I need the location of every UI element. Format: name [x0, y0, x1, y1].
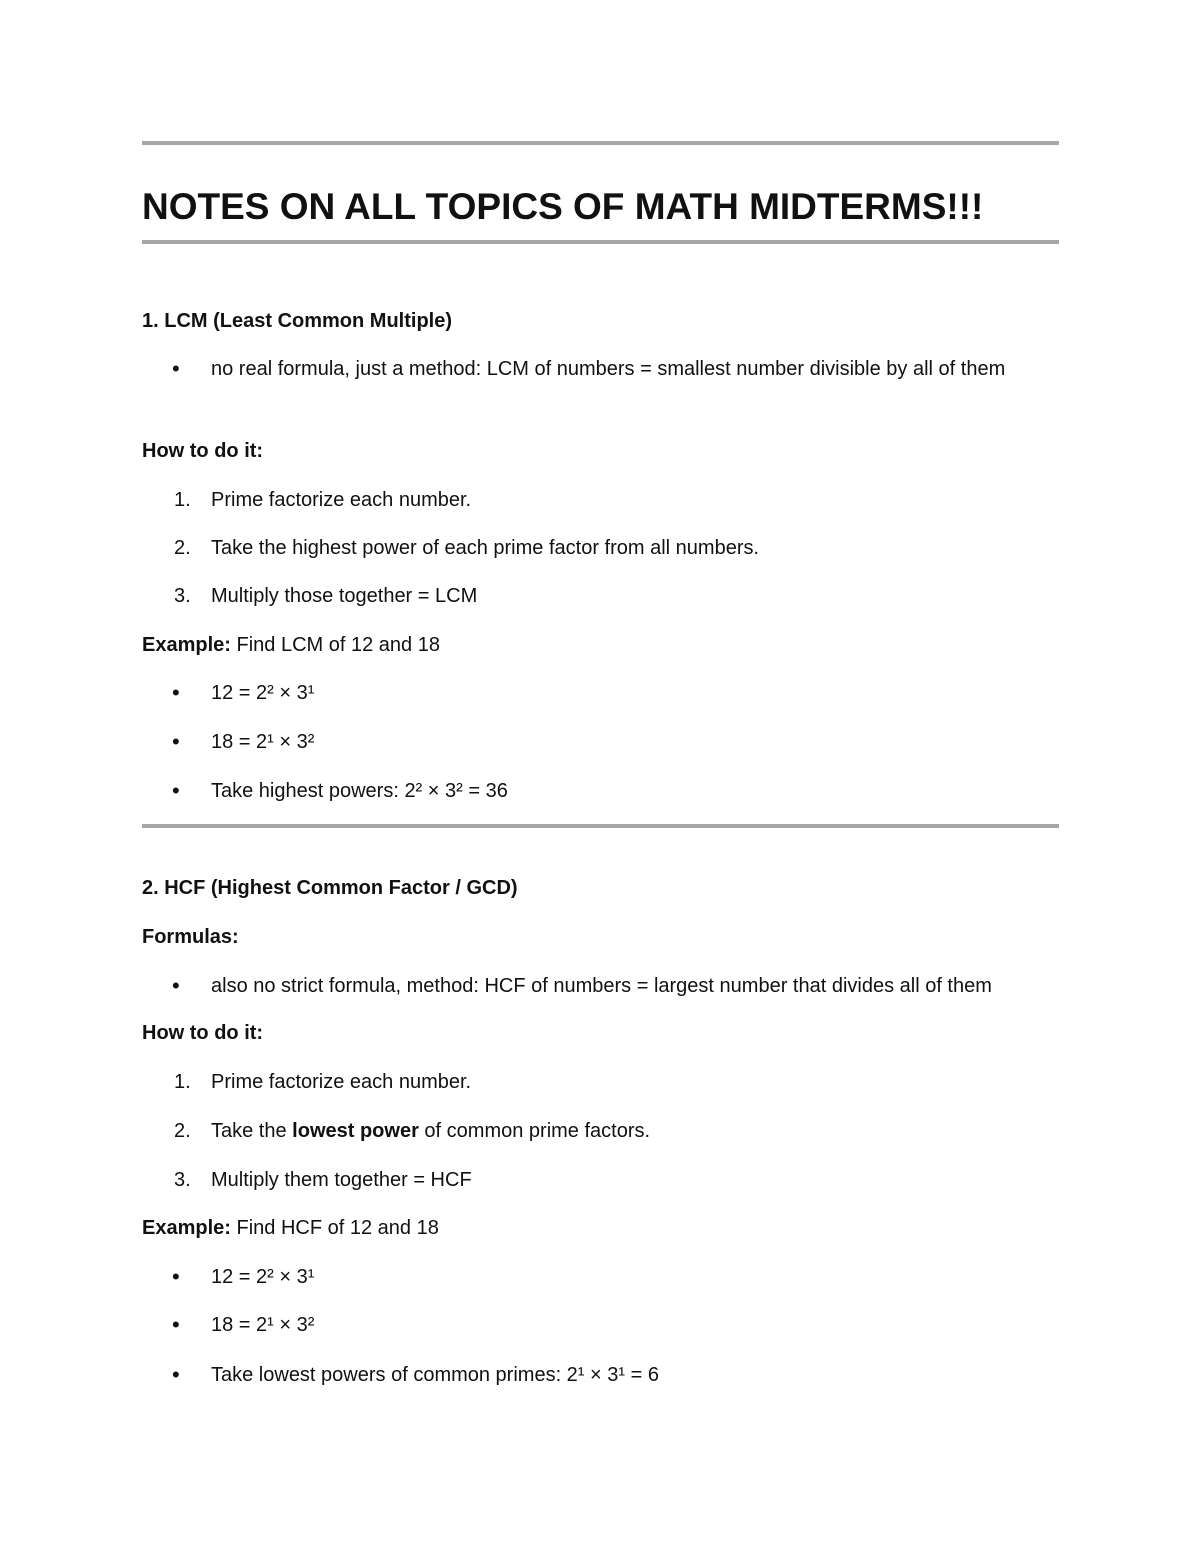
hcf-step-1: Prime factorize each number. [211, 1071, 472, 1093]
lcm-example-item-3: Take highest powers: 2² × 3² = 36 [211, 780, 508, 802]
step-text-bold: lowest power [292, 1120, 419, 1142]
hcf-howto-label: How to do it: [142, 1022, 264, 1044]
example-text: Find HCF of 12 and 18 [230, 1217, 439, 1239]
step-text-post: of common prime factors. [418, 1120, 651, 1142]
hcf-bullet: also no strict formula, method: HCF of numbers = largest number that divides all of them [211, 975, 992, 997]
bullet-marker: • [172, 680, 180, 705]
hcf-step-3: Multiply them together = HCF [211, 1169, 472, 1191]
lcm-step-2: Take the highest power of each prime factor from all numbers. [211, 537, 760, 559]
bullet-marker: • [172, 356, 180, 381]
hcf-example-item-2: 18 = 2¹ × 3² [211, 1314, 315, 1336]
step-number: 1. [174, 1071, 191, 1093]
step-text-pre: Take the [211, 1120, 293, 1142]
section-heading-hcf: 2. HCF (Highest Common Factor / GCD) [142, 877, 518, 899]
step-number: 2. [174, 1120, 191, 1142]
hcf-example-item-3: Take lowest powers of common primes: 2¹ × 3¹ = 6 [211, 1364, 659, 1386]
hcf-formulas-label: Formulas: [142, 926, 239, 948]
lcm-step-1: Prime factorize each number. [211, 489, 472, 511]
step-number: 3. [174, 585, 191, 607]
hcf-step-2 [211, 1114, 650, 1148]
example-label: Example: [142, 634, 231, 656]
step-number: 2. [174, 537, 191, 559]
bullet-marker: • [172, 778, 180, 803]
step-number: 3. [174, 1169, 191, 1191]
lcm-bullet: no real formula, just a method: LCM of numbers = smallest number divisible by all of them [211, 358, 1006, 380]
lcm-example-item-2: 18 = 2¹ × 3² [211, 731, 315, 753]
example-label: Example: [142, 1217, 231, 1239]
lcm-howto-label: How to do it: [142, 440, 264, 462]
hcf-example [142, 1211, 439, 1245]
example-text: Find LCM of 12 and 18 [230, 634, 440, 656]
title-underline-rule [142, 240, 1059, 244]
bullet-marker: • [172, 973, 180, 998]
section-heading-lcm: 1. LCM (Least Common Multiple) [142, 310, 452, 332]
section-divider-rule [142, 824, 1059, 828]
top-rule [142, 141, 1059, 145]
bullet-marker: • [172, 1362, 180, 1387]
bullet-marker: • [172, 1312, 180, 1337]
bullet-marker: • [172, 1264, 180, 1289]
lcm-example [142, 628, 440, 662]
hcf-example-item-1: 12 = 2² × 3¹ [211, 1266, 315, 1288]
bullet-marker: • [172, 729, 180, 754]
lcm-step-3: Multiply those together = LCM [211, 585, 478, 607]
step-number: 1. [174, 489, 191, 511]
page-title: NOTES ON ALL TOPICS OF MATH MIDTERMS!!! [142, 186, 984, 227]
lcm-example-item-1: 12 = 2² × 3¹ [211, 682, 315, 704]
